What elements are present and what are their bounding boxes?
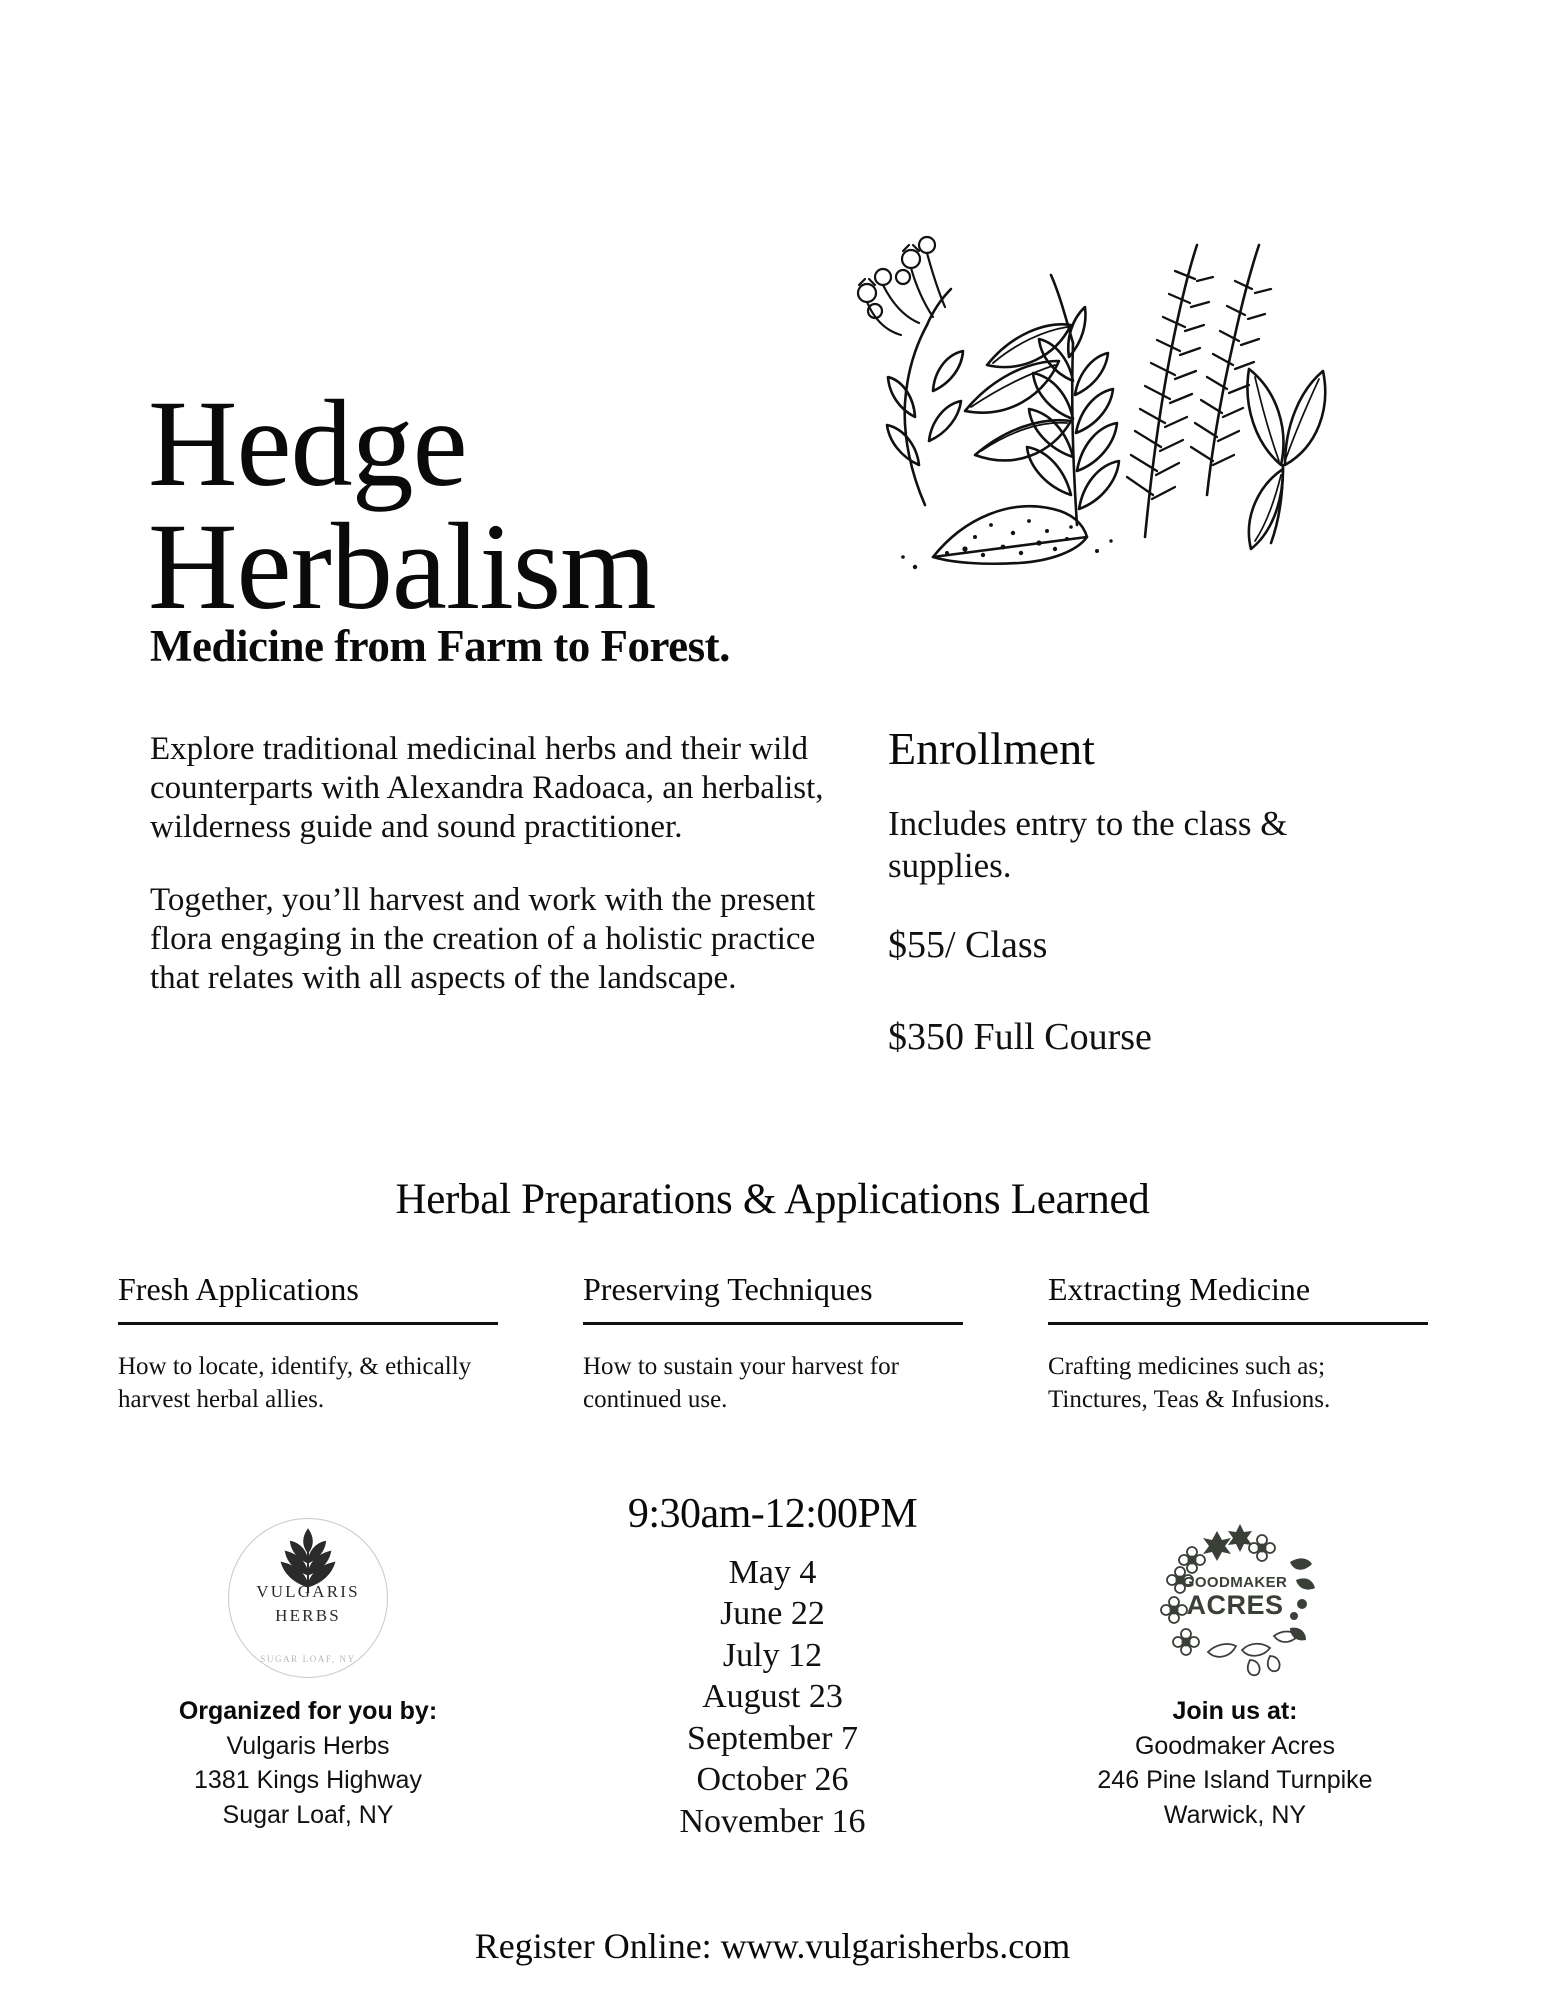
title-line-2: Herbalism (148, 497, 656, 635)
learning-columns (118, 1270, 1428, 1416)
organizer-address-1: 1381 Kings Highway (194, 1766, 422, 1795)
date-item: May 4 (728, 1554, 817, 1591)
column-divider (583, 1322, 963, 1325)
page-title (148, 375, 656, 635)
enrollment-includes: Includes entry to the class & supplies. (888, 804, 1288, 886)
venue-address-1: 246 Pine Island Turnpike (1097, 1766, 1373, 1795)
goodmaker-acres-logo (1045, 1500, 1425, 1695)
footer-zone (0, 1491, 1545, 1920)
venue-logo-line-2: ACRES (1186, 1589, 1284, 1620)
column-preserving-techniques (583, 1270, 963, 1416)
column-title: Preserving Techniques (583, 1271, 873, 1307)
date-item: July 12 (722, 1636, 823, 1674)
organizer-block (118, 1500, 498, 1832)
column-body: Crafting medicines such as; Tinctures, Teas & Infusions. (1048, 1353, 1331, 1413)
venue-label: Join us at: (1172, 1697, 1298, 1725)
date-item: October 26 (696, 1761, 849, 1799)
title-line-1: Hedge (148, 375, 467, 513)
column-body: How to locate, identify, & ethically harvest herbal allies. (118, 1353, 472, 1413)
organizer-name: Vulgaris Herbs (226, 1731, 390, 1760)
schedule-block (500, 1490, 1045, 1842)
date-item: November 16 (679, 1802, 866, 1840)
venue-address-2: Warwick, NY (1163, 1800, 1307, 1829)
register-online-line[interactable]: Register Online: www.vulgarisherbs.com (474, 1926, 1071, 1966)
vulgaris-herbs-logo (118, 1500, 498, 1695)
price-full-course: $350 Full Course (888, 1015, 1152, 1058)
column-body: How to sustain your harvest for continued use. (583, 1353, 899, 1413)
logo-arc-text: SUGAR LOAF, NY (260, 1653, 356, 1664)
venue-name: Goodmaker Acres (1134, 1731, 1336, 1760)
date-item: August 23 (702, 1678, 843, 1716)
column-title: Extracting Medicine (1048, 1271, 1311, 1307)
intro-paragraph-2: Together, you’ll harvest and work with the present flora engaging in the creation of a holistic practice that relates with all aspects of the landscape. (150, 881, 816, 996)
enrollment-heading: Enrollment (888, 723, 1095, 774)
venue-logo-line-1: GOODMAKER (1182, 1573, 1288, 1591)
date-item: September 7 (687, 1719, 858, 1757)
organizer-label: Organized for you by: (178, 1697, 438, 1725)
column-divider (118, 1322, 498, 1325)
price-per-class: $55/ Class (888, 924, 1048, 967)
column-extracting-medicine (1048, 1270, 1428, 1416)
tagline: Medicine from Farm to Forest. (150, 621, 730, 671)
date-item: June 22 (720, 1595, 825, 1633)
logo-name-line-2: HERBS (275, 1606, 341, 1626)
intro-text-block (150, 730, 850, 998)
organizer-address-2: Sugar Loaf, NY (222, 1800, 394, 1829)
intro-paragraph-1: Explore traditional medicinal herbs and their wild counterparts with Alexandra Radoaca, an herbalist, wilderness guide and sound practitioner. (150, 731, 824, 845)
section-heading: Herbal Preparations & Applications Learned (395, 1176, 1150, 1223)
column-divider (1048, 1322, 1428, 1325)
class-time: 9:30am-12:00PM (627, 1491, 918, 1537)
venue-block (1045, 1500, 1425, 1832)
herb-illustration (815, 165, 1345, 585)
column-fresh-applications (118, 1270, 498, 1416)
column-title: Fresh Applications (118, 1271, 359, 1307)
enrollment-block (888, 725, 1318, 1060)
logo-name-line-1: VULGARIS (256, 1581, 360, 1601)
